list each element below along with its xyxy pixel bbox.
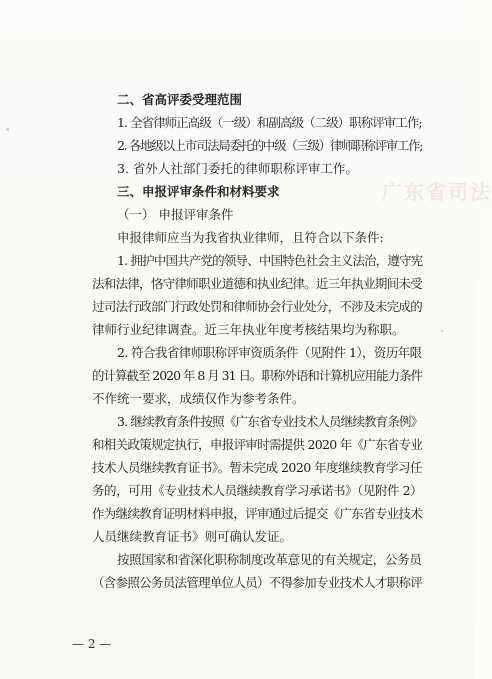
paragraph-line: （含参照公务员法管理单位人员）不得参加专业技术人才职称评 [92, 575, 423, 590]
list-item: 2. 各地级以上市司法局委托的中级（三级）律师职称评审工作; [117, 138, 423, 153]
paragraph-line: 技术人员继续教育证书》。暂未完成 2020 年度继续教育学习任 [92, 460, 423, 475]
paragraph-line: 的计算截至 2020 年 8 月 31 日。职称外语和计算机应用能力条件 [92, 368, 423, 383]
page-number: — 2 — [72, 637, 112, 651]
scan-speck [441, 330, 443, 332]
section-heading: 三、申报评审条件和材料要求 [117, 184, 280, 199]
scan-speck [6, 128, 9, 131]
list-item: 1. 全省律师正高级（一级）和副高级（二级）职称评审工作; [117, 115, 422, 130]
paragraph-line: 务的，可用《专业技术人员继续教育学习承诺书》（见附件 2） [92, 483, 423, 498]
list-item: 3. 省外人社部门委托的律师职称评审工作。 [117, 161, 358, 176]
paragraph-line: 作为继续教育证明材料申报，评审通过后提交《广东省专业技术 [92, 506, 423, 521]
subsection-heading: （一） 申报评审条件 [117, 207, 234, 222]
document-body [92, 88, 422, 594]
seal-stamp: 广东省司法 [382, 180, 492, 204]
paragraph-line: 法和法律，恪守律师职业道德和执业纪律。近三年执业期间未受 [92, 276, 423, 291]
paragraph-line: 按照国家和省深化职称制度改革意见的有关规定，公务员 [117, 552, 422, 567]
paragraph-line: 律师行业纪律调查。近三年执业年度考核结果均为称职。 [92, 322, 405, 337]
paragraph-line: 3. 继续教育条件按照《广东省专业技术人员继续教育条例》 [117, 414, 423, 429]
paragraph-line: 和相关政策规定执行，申报评审时需提供 2020 年《广东省专业 [92, 437, 423, 452]
paragraph-line: 1. 拥护中国共产党的领导、中国特色社会主义法治，遵守宪 [117, 253, 423, 268]
section-heading: 二、省高评委受理范围 [117, 92, 243, 107]
paragraph-line: 过司法行政部门行政处罚和律师协会行业处分，不涉及未完成的 [92, 299, 423, 314]
paragraph-intro: 申报律师应当为我省执业律师，且符合以下条件: [117, 230, 384, 245]
paragraph-line: 2. 符合我省律师职称评审资质条件（见附件 1），资历年限 [117, 345, 422, 360]
paragraph-line: 人员继续教育证书》则可确认发证。 [92, 529, 293, 544]
paragraph-line: 不作统一要求，成绩仅作为参考条件。 [92, 391, 305, 406]
